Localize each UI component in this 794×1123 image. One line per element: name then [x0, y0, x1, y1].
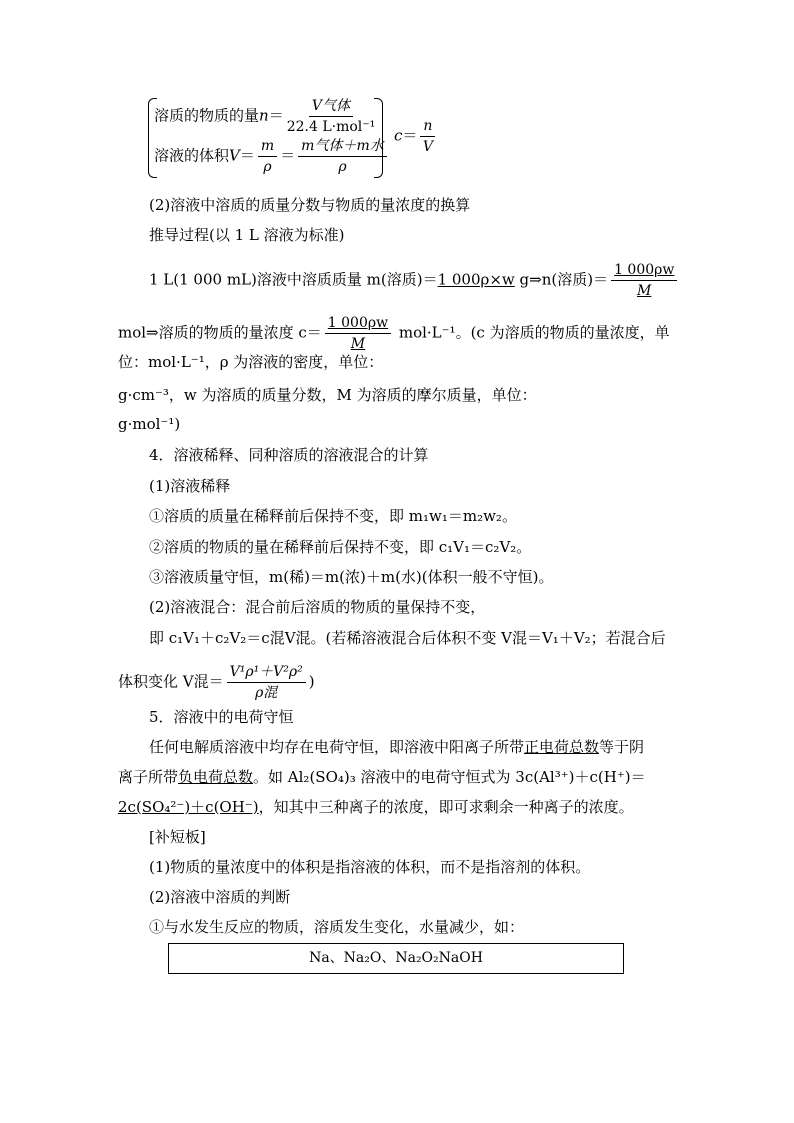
- derivation-line-1-a: 1 L(1 000 mL)溶液中溶质质量 m(溶质)＝: [149, 270, 438, 289]
- charge-para-line-2-a: 离子所带: [118, 768, 179, 786]
- fraction-n: [287, 98, 376, 135]
- derivation-line-1-c: g⇒n(溶质)＝: [514, 270, 609, 289]
- dilution-subheading: (1)溶液稀释: [149, 477, 231, 495]
- fraction-v-mix-num: V¹ρ¹＋V²ρ²: [227, 664, 306, 683]
- fraction-c: [420, 118, 435, 155]
- formula-row-2-var: V: [229, 146, 240, 165]
- mixing-line-1: 即 c₁V₁＋c₂V₂＝c混V混。(若稀溶液混合后体积不变 V混＝V₁＋V₂；若混合后: [149, 629, 666, 647]
- dilution-item-1: ①溶质的质量在稀释前后保持不变，即 m₁w₁＝m₂w₂。: [149, 507, 517, 525]
- fraction-mass-sum-num: m气体＋m水: [298, 138, 387, 157]
- section-4-heading: 4．溶液稀释、同种溶质的溶液混合的计算: [149, 446, 429, 464]
- fraction-m-rho-num: m: [258, 138, 277, 157]
- fraction-m-rho-den: ρ: [263, 159, 272, 175]
- dilution-item-2: ②溶质的物质的量在稀释前后保持不变，即 c₁V₁＝c₂V₂。: [149, 538, 532, 556]
- fraction-m-rho: [258, 138, 277, 175]
- charge-para-line-1: [149, 737, 644, 757]
- reaction-box-text: Na、Na₂O、Na₂O₂NaOH: [309, 950, 483, 966]
- charge-para-line-2: [118, 767, 646, 787]
- fraction-v-mix: [227, 664, 306, 701]
- formula-row-1-label: 溶质的物质的量: [154, 106, 260, 125]
- charge-para-line-1-a: 任何电解质溶液中均存在电荷守恒，即溶液中阳离子所带: [149, 738, 525, 756]
- derivation-line-1: [149, 262, 680, 299]
- fraction-mass-sum: [298, 138, 387, 175]
- derivation-line-2-b: mol·L⁻¹。(c 为溶质的物质的量浓度，单: [394, 323, 670, 342]
- fraction-n-solute-den: M: [637, 283, 652, 299]
- formula-row-2-label: 溶液的体积: [154, 146, 230, 165]
- derivation-line-4: g·cm⁻³，w 为溶质的质量分数，M 为溶质的摩尔质量，单位：: [118, 386, 537, 404]
- fraction-c-num: n: [420, 118, 435, 137]
- derivation-line-3: 位：mol·L⁻¹，ρ 为溶液的密度，单位：: [118, 353, 384, 371]
- charge-para-line-3-b: ，知其中三种离子的浓度，即可求剩余一种离子的浓度。: [258, 798, 634, 816]
- mixing-subheading: (2)溶液混合：混合前后溶质的物质的量保持不变，: [149, 598, 486, 616]
- positive-charge-total: 正电荷总数: [524, 738, 600, 756]
- supplement-heading: [补短板]: [149, 828, 206, 846]
- charge-balance-expression: 2c(SO₄²⁻)＋c(OH⁻): [118, 798, 259, 816]
- formula-c-var: c: [394, 126, 403, 145]
- mixing-line-2: [118, 664, 315, 701]
- section-5-heading: 5．溶液中的电荷守恒: [149, 708, 294, 726]
- charge-para-line-1-b: 等于阴: [599, 738, 645, 756]
- derivation-line-2: [118, 315, 670, 352]
- supplement-item-3: ①与水发生反应的物质，溶质发生变化，水量减少，如：: [149, 918, 525, 936]
- fraction-c-den: V: [422, 139, 433, 155]
- formula-c: c＝ $\frac{n}{V}$: [394, 118, 438, 155]
- formula-row-1: 溶质的物质的量n＝ $\frac{\text{V气体}}{\text{22.4 L·mol⁻¹}}$: [154, 98, 376, 135]
- derivation-intro: 推导过程(以 1 L 溶液为标准): [149, 226, 345, 244]
- dilution-item-3: ③溶液质量守恒，m(稀)＝m(浓)＋m(水)(体积一般不守恒)。: [149, 568, 554, 586]
- fraction-v-mix-den: ρ混: [255, 685, 278, 701]
- supplement-item-2: (2)溶液中溶质的判断: [149, 888, 291, 906]
- fraction-n-num: V气体: [309, 98, 353, 117]
- derivation-line-2-a: mol⇒溶质的物质的量浓度 c＝: [118, 323, 322, 342]
- negative-charge-total: 负电荷总数: [178, 768, 254, 786]
- section-2-heading: (2)溶液中溶质的质量分数与物质的量浓度的换算: [149, 196, 471, 214]
- formula-row-1-var: n: [259, 106, 269, 125]
- derivation-line-5: g·mol⁻¹): [118, 415, 181, 433]
- formula-block: [148, 96, 448, 180]
- fraction-mass-sum-den: ρ: [338, 159, 347, 175]
- fraction-c-solute-num: 1 000ρw: [325, 315, 391, 334]
- derivation-line-1-underlined: 1 000ρ×w: [437, 270, 515, 289]
- formula-row-2: 溶液的体积V＝ $\frac{m}{\rho}$ ＝ $\frac{\text{m气体＋m水}}{\rho}$: [154, 138, 390, 175]
- fraction-c-solute: [325, 315, 391, 352]
- mixing-line-2-b: ): [308, 672, 315, 691]
- fraction-n-solute: [611, 262, 677, 299]
- fraction-c-solute-den: M: [350, 336, 366, 352]
- charge-para-line-3: [118, 797, 634, 817]
- supplement-item-1: (1)物质的量浓度中的体积是指溶液的体积，而不是指溶剂的体积。: [149, 858, 591, 876]
- mixing-line-2-a: 体积变化 V混＝: [118, 672, 224, 691]
- fraction-n-den: 22.4 L·mol⁻¹: [286, 119, 376, 135]
- reaction-box: [168, 943, 624, 974]
- charge-para-line-2-b: 。如 Al₂(SO₄)₃ 溶液中的电荷守恒式为 3c(Al³⁺)＋c(H⁺)＝: [253, 768, 646, 786]
- fraction-n-solute-num: 1 000ρw: [611, 262, 677, 281]
